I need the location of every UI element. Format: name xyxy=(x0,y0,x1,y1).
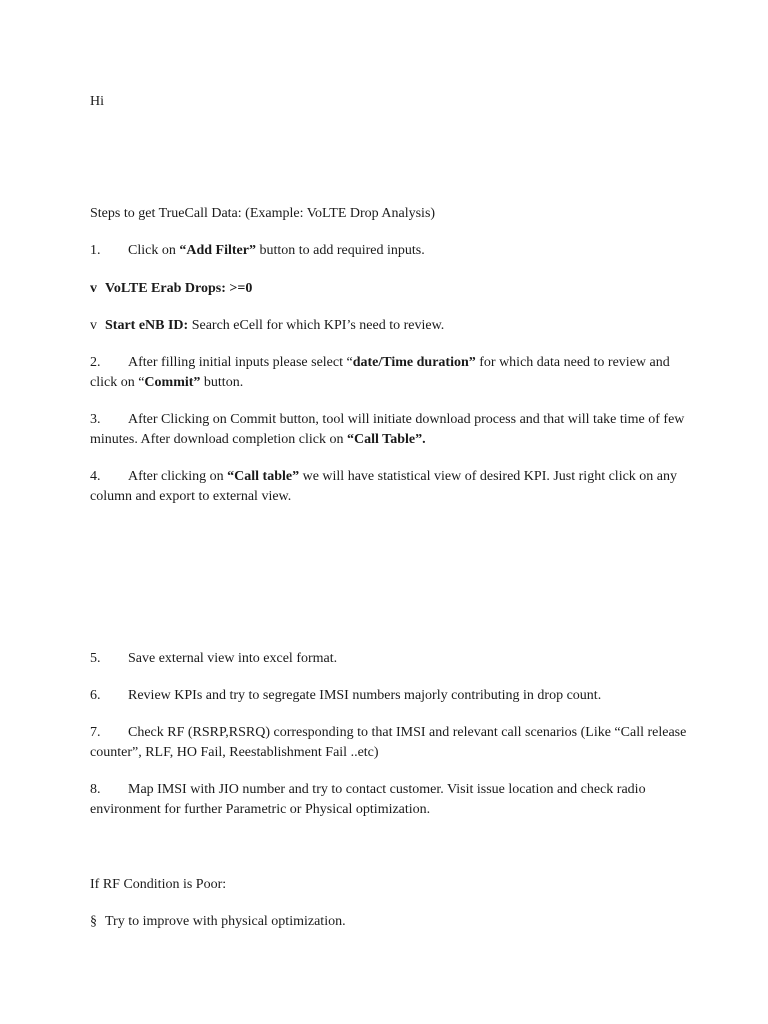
bullet-physical-optimization xyxy=(90,912,690,932)
step-2 xyxy=(90,353,690,393)
rf-poor-heading: If RF Condition is Poor: xyxy=(90,877,227,892)
step-text: After filling initial inputs please select “ xyxy=(128,355,353,370)
bullet-volte-erab xyxy=(90,279,690,299)
bullet-bold-text: Start eNB ID: xyxy=(105,318,189,333)
step-3 xyxy=(90,410,690,450)
step-bold-text: “Call Table”. xyxy=(347,432,426,447)
step-text: Click on xyxy=(128,243,180,258)
step-text: After clicking on xyxy=(128,469,228,484)
step-bold-text: date/Time duration” xyxy=(352,355,476,370)
step-1 xyxy=(90,241,690,261)
step-text: button to add required inputs. xyxy=(255,243,425,258)
step-text: After Clicking on Commit button, tool will initiate download process and that will take time of few minutes. After download completion click on xyxy=(90,412,685,447)
step-text: for which data need to review and click on “ xyxy=(90,355,670,390)
bullet-mark: v xyxy=(90,318,97,333)
step-number: 2. xyxy=(90,355,101,370)
bullet-mark: v xyxy=(90,281,97,296)
step-number: 3. xyxy=(90,412,101,427)
step-5 xyxy=(90,649,690,669)
step-8 xyxy=(90,780,690,820)
step-text: Check RF (RSRP,RSRQ) corresponding to that IMSI and relevant call scenarios (Like “Call release counter”, RLF, HO Fail, Reestablishment Fail ..etc) xyxy=(90,725,687,760)
step-bold-text: “Add Filter” xyxy=(179,243,256,258)
step-number: 6. xyxy=(90,688,101,703)
bullet-text: Search eCell for which KPI’s need to review. xyxy=(188,318,445,333)
step-bold-text: Commit” xyxy=(144,375,201,390)
bullet-text: Try to improve with physical optimization. xyxy=(105,914,346,929)
step-text: Save external view into excel format. xyxy=(128,651,338,666)
greeting-text: Hi xyxy=(90,94,104,109)
step-7 xyxy=(90,723,690,763)
bullet-mark: § xyxy=(90,914,97,929)
step-number: 7. xyxy=(90,725,101,740)
step-bold-text: “Call table” xyxy=(227,469,300,484)
step-text: button. xyxy=(200,375,244,390)
step-number: 1. xyxy=(90,243,101,258)
step-4 xyxy=(90,467,690,507)
step-text: Review KPIs and try to segregate IMSI numbers majorly contributing in drop count. xyxy=(128,688,602,703)
step-text: Map IMSI with JIO number and try to contact customer. Visit issue location and check radio environment for further Parametric or Physical optimization. xyxy=(90,782,646,817)
bullet-start-enb xyxy=(90,316,690,336)
step-6 xyxy=(90,686,690,706)
step-number: 8. xyxy=(90,782,101,797)
intro-heading: Steps to get TrueCall Data: (Example: VoLTE Drop Analysis) xyxy=(90,206,436,221)
step-number: 5. xyxy=(90,651,101,666)
step-number: 4. xyxy=(90,469,101,484)
step-text: we will have statistical view of desired KPI. Just right click on any column and export to external view. xyxy=(90,469,678,504)
bullet-bold-text: VoLTE Erab Drops: >=0 xyxy=(105,281,253,296)
